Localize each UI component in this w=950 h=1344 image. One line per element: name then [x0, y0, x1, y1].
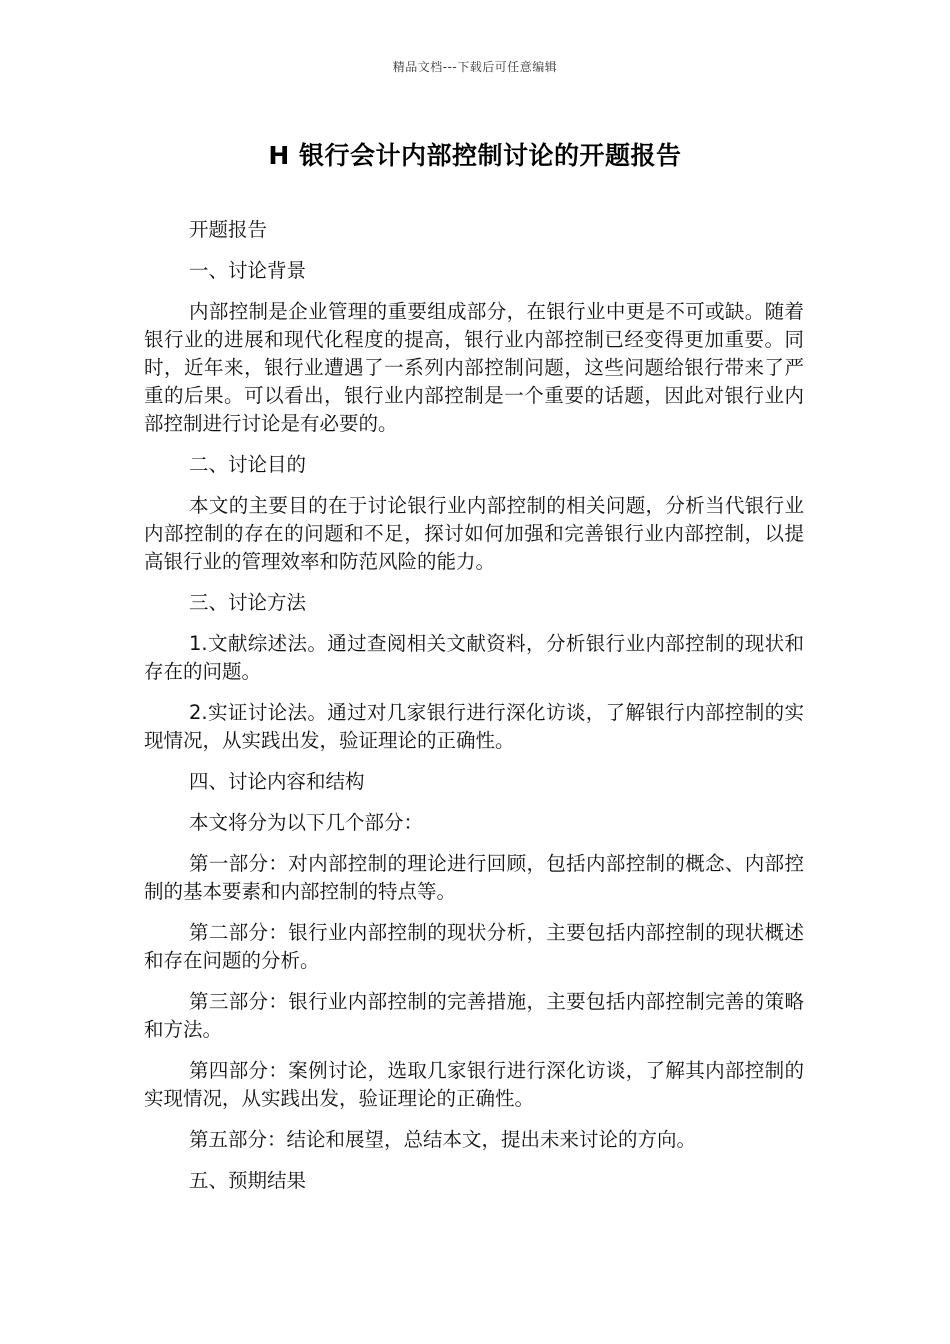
document-body	[144, 216, 804, 1208]
paragraph-part-five: 第五部分：结论和展望，总结本文，提出未来讨论的方向。	[189, 1128, 697, 1151]
paragraph-part-one: 第一部分：对内部控制的理论进行回顾，包括内部控制的概念、内部控制的基本要素和内部控制的特点等。	[144, 852, 804, 903]
section-heading-purpose: 二、讨论目的	[189, 453, 307, 476]
paragraph-method-empirical: 2.实证讨论法。通过对几家银行进行深化访谈，了解银行内部控制的实现情况，从实践出发，验证理论的正确性。	[144, 701, 804, 752]
section-heading-report: 开题报告	[189, 218, 268, 241]
paragraph-background: 内部控制是企业管理的重要组成部分，在银行业中更是不可或缺。随着银行业的进展和现代化程度的提高，银行业内部控制已经变得更加重要。同时，近年来，银行业遭遇了一系列内部控制问题，这些问题给银行带来了严重的后果。可以看出，银行业内部控制是一个重要的话题，因此对银行业内部控制进行讨论是有必要的。	[144, 300, 804, 435]
section-heading-content-structure: 四、讨论内容和结构	[189, 770, 365, 793]
paragraph-method-literature: 1.文献综述法。通过查阅相关文献资料，分析银行业内部控制的现状和存在的问题。	[144, 632, 804, 683]
document-title: H 银行会计内部控制讨论的开题报告	[268, 141, 682, 170]
section-heading-expected-results: 五、预期结果	[189, 1169, 307, 1192]
paragraph-part-four: 第四部分：案例讨论，选取几家银行进行深化访谈，了解其内部控制的实现情况，从实践出发，验证理论的正确性。	[144, 1059, 804, 1110]
section-heading-background: 一、讨论背景	[189, 259, 307, 282]
section-heading-method: 三、讨论方法	[189, 591, 307, 614]
paragraph-part-three: 第三部分：银行业内部控制的完善措施，主要包括内部控制完善的策略和方法。	[144, 990, 804, 1041]
paragraph-structure-intro: 本文将分为以下几个部分：	[189, 811, 424, 834]
header-note: 精品文档---下载后可任意编辑	[392, 60, 558, 74]
paragraph-part-two: 第二部分：银行业内部控制的现状分析，主要包括内部控制的现状概述和存在问题的分析。	[144, 921, 804, 972]
paragraph-purpose: 本文的主要目的在于讨论银行业内部控制的相关问题，分析当代银行业内部控制的存在的问题和不足，探讨如何加强和完善银行业内部控制，以提高银行业的管理效率和防范风险的能力。	[144, 494, 804, 573]
